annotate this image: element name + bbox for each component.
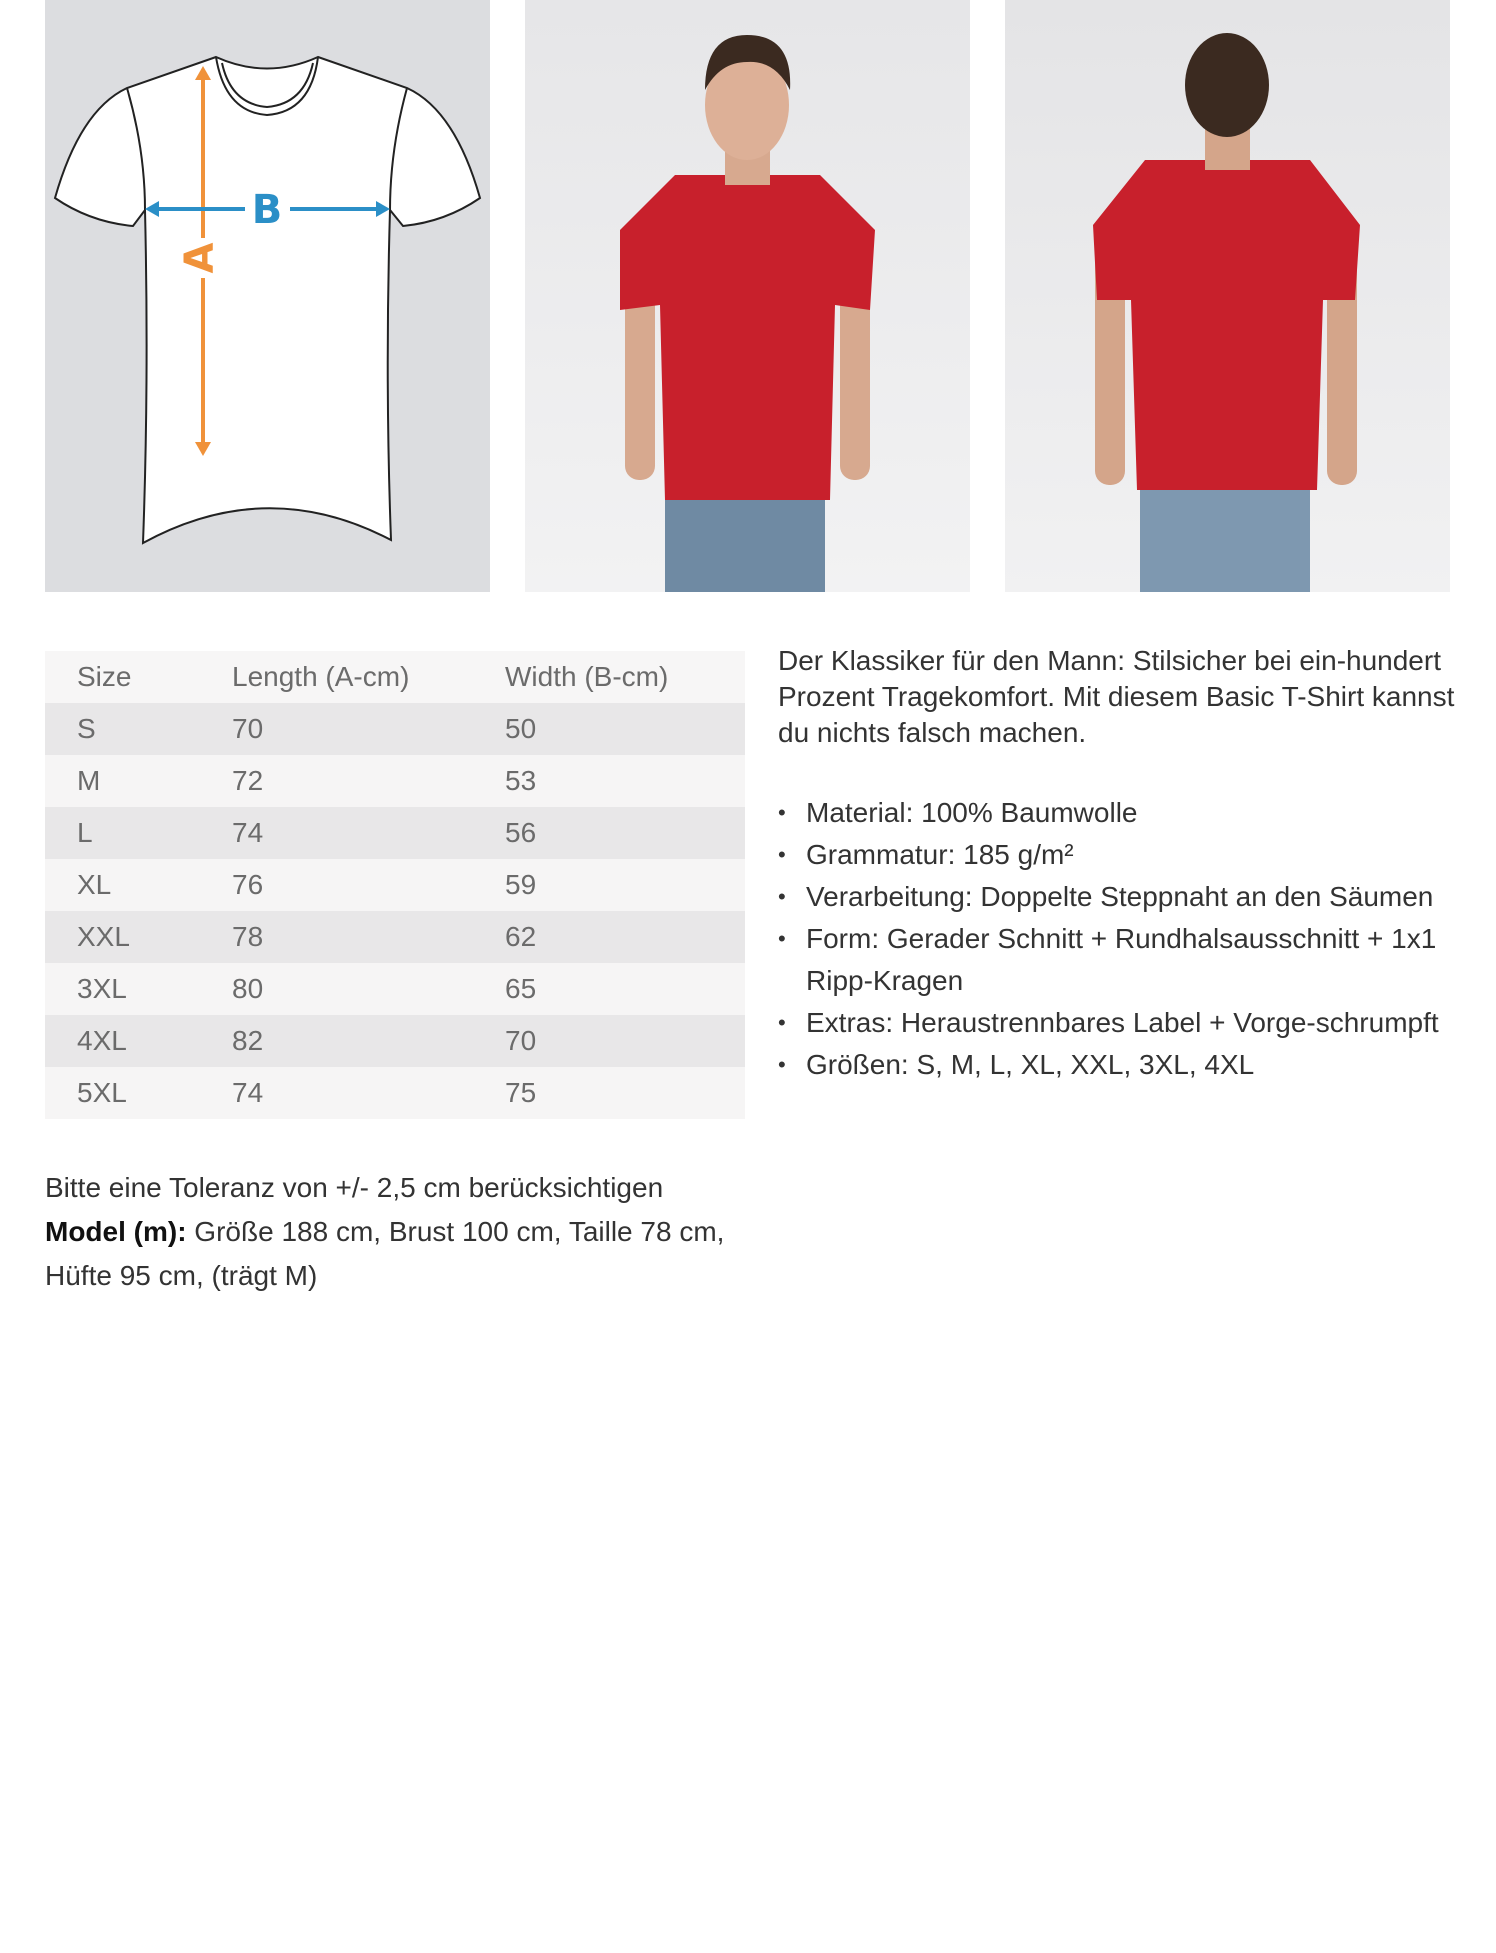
width-cell: 50 — [505, 713, 537, 744]
tolerance-note: Bitte eine Toleranz von +/- 2,5 cm berücksichtigen — [45, 1172, 664, 1203]
feature-item: • Größen: S, M, L, XL, XXL, 3XL, 4XL — [778, 1044, 1478, 1086]
header-width: Width (B-cm) — [505, 661, 669, 692]
size-cell: L — [77, 817, 93, 848]
size-cell: M — [77, 765, 101, 796]
length-cell: 74 — [232, 1077, 264, 1108]
length-cell: 78 — [232, 921, 264, 952]
model-text: Größe 188 cm, Brust 100 cm, Taille 78 cm, Hüfte 95 cm, (trägt M) — [45, 1216, 725, 1291]
length-cell: 82 — [232, 1025, 264, 1056]
table-header — [45, 651, 745, 703]
size-cell: 4XL — [77, 1025, 127, 1056]
size-cell: XL — [77, 869, 112, 900]
tshirt-outline-icon — [45, 0, 490, 592]
size-cell: 3XL — [77, 973, 127, 1004]
length-cell: 70 — [232, 713, 264, 744]
feature-item: • Extras: Heraustrennbares Label + Vorge-schrumpft — [778, 1002, 1478, 1044]
width-cell: 53 — [505, 765, 537, 796]
length-cell: 76 — [232, 869, 264, 900]
length-cell: 74 — [232, 817, 264, 848]
size-cell: S — [77, 713, 96, 744]
feature-item: • Verarbeitung: Doppelte Steppnaht an den Säumen — [778, 876, 1478, 918]
header-length: Length (A-cm) — [232, 661, 410, 692]
table-row — [45, 911, 745, 963]
table-row — [45, 1067, 745, 1119]
size-table — [45, 651, 745, 1119]
width-cell: 56 — [505, 817, 537, 848]
width-cell: 70 — [505, 1025, 537, 1056]
table-row — [45, 963, 745, 1015]
model-info — [45, 1210, 765, 1298]
feature-list — [778, 792, 1478, 1086]
size-diagram — [45, 0, 490, 592]
width-cell: 75 — [505, 1077, 537, 1108]
feature-item: • Form: Gerader Schnitt + Rundhalsausschnitt + 1x1 Ripp-Kragen — [778, 918, 1478, 1002]
table-row — [45, 703, 745, 755]
header-size: Size — [77, 661, 132, 692]
width-cell: 62 — [505, 921, 537, 952]
table-row — [45, 859, 745, 911]
size-cell: XXL — [77, 921, 130, 952]
model-label: Model (m): — [45, 1216, 187, 1247]
label-b: B — [251, 187, 283, 233]
label-a: A — [177, 242, 223, 274]
product-description: Der Klassiker für den Mann: Stilsicher bei ein-hundert Prozent Tragekomfort. Mit diesem Basic T-Shirt kannst du nichts falsch machen. — [778, 645, 1455, 748]
table-row — [45, 807, 745, 859]
table-row — [45, 755, 745, 807]
feature-item: • Material: 100% Baumwolle — [778, 792, 1478, 834]
model-front-photo — [525, 0, 970, 592]
model-back-photo — [1005, 0, 1450, 592]
notes — [45, 1166, 765, 1298]
width-cell: 65 — [505, 973, 537, 1004]
feature-item: • Grammatur: 185 g/m² — [778, 834, 1478, 876]
width-cell: 59 — [505, 869, 537, 900]
length-cell: 80 — [232, 973, 264, 1004]
size-cell: 5XL — [77, 1077, 127, 1108]
length-cell: 72 — [232, 765, 264, 796]
table-row — [45, 1015, 745, 1067]
